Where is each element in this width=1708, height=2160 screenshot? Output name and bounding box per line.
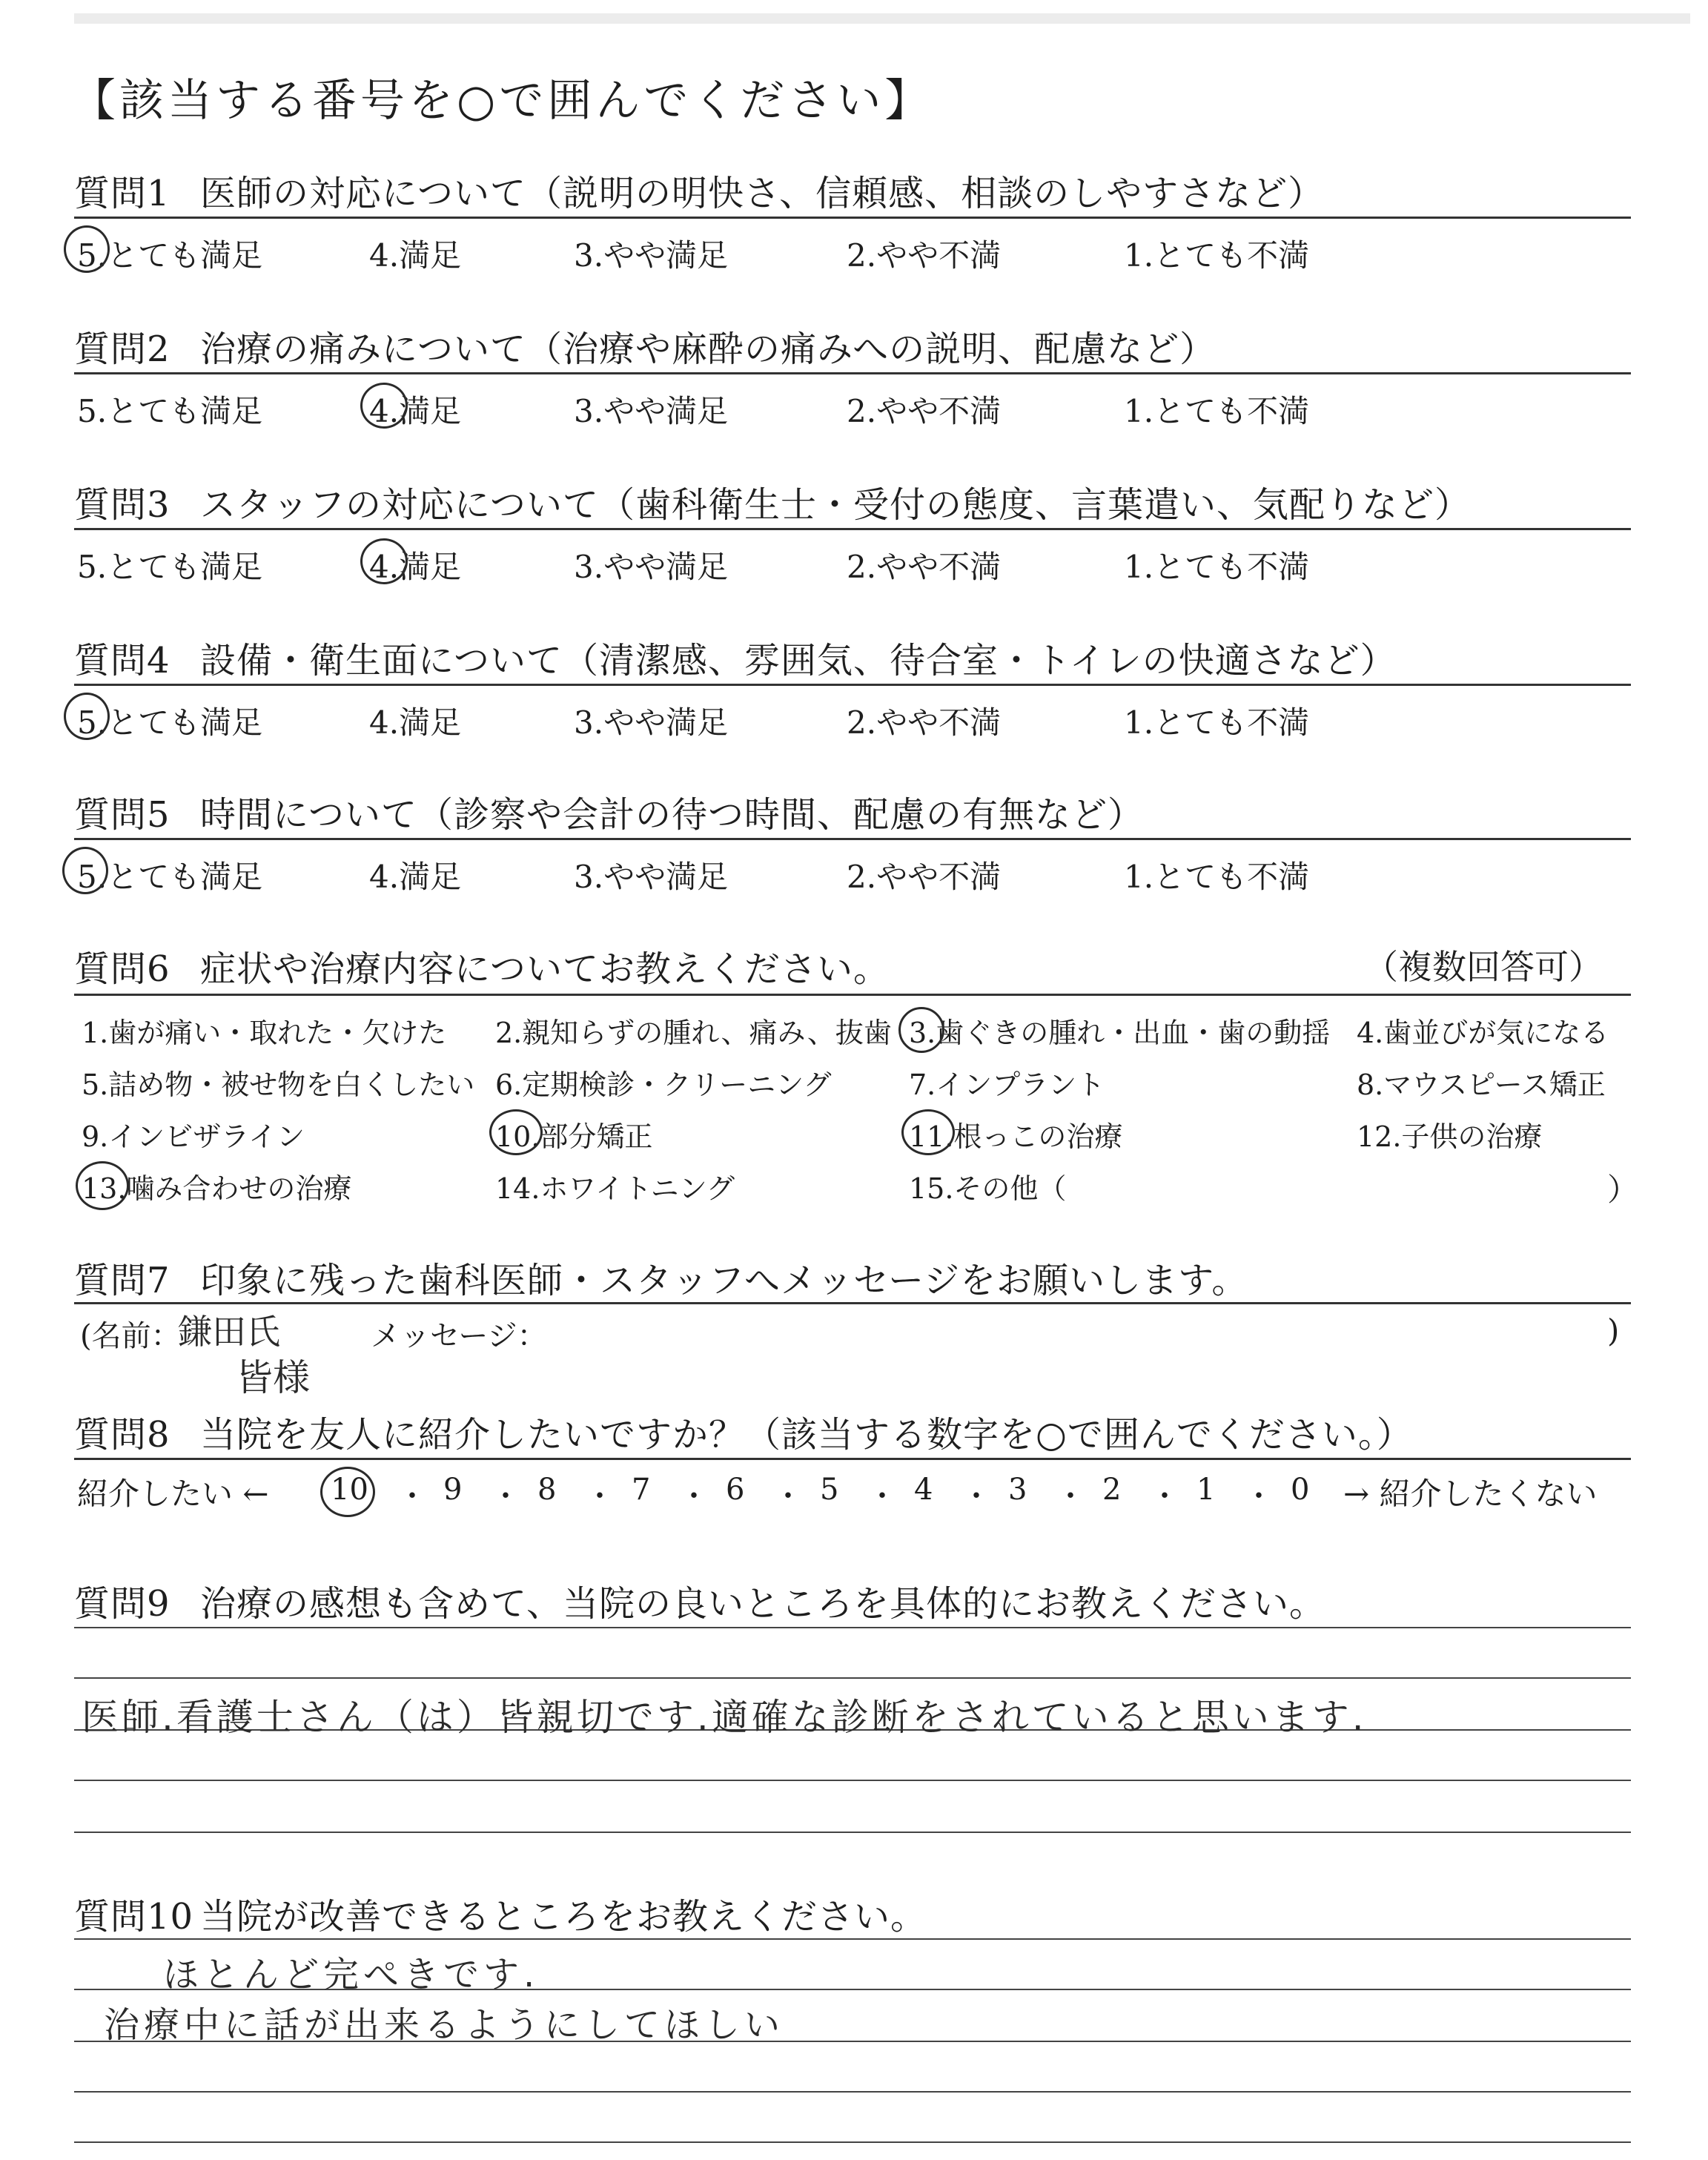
q9-writing-line bbox=[74, 1627, 1631, 1628]
q3-selected-circle bbox=[360, 538, 408, 584]
question-4-number: 質問4 bbox=[74, 640, 171, 681]
question-10-title bbox=[74, 1888, 927, 1939]
q8-separator-dot: ・ bbox=[1150, 1479, 1179, 1513]
question-3-text: スタッフの対応について（歯科衛生士・受付の態度、言葉遣い、気配りなど） bbox=[200, 484, 1472, 526]
q6-selected-circle-3 bbox=[898, 1007, 944, 1053]
q5-selected-circle bbox=[62, 847, 108, 894]
scan-edge bbox=[74, 13, 1690, 24]
question-8-title bbox=[74, 1406, 1413, 1457]
question-10-number: 質問10 bbox=[74, 1896, 194, 1938]
q8-separator-dot: ・ bbox=[585, 1479, 615, 1513]
q6-option-1[interactable]: 1.歯が痛い・取れた・欠けた bbox=[82, 1017, 447, 1049]
q7-close-paren: ) bbox=[1607, 1312, 1620, 1349]
q4-option-3[interactable]: 3.やや満足 bbox=[574, 704, 729, 741]
q6-option-2[interactable]: 2.親知らずの腫れ、痛み、抜歯 bbox=[495, 1017, 892, 1049]
q9-writing-line bbox=[74, 1832, 1631, 1833]
question-8-text: 当院を友人に紹介したいですか？（該当する数字を○で囲んでください。） bbox=[200, 1414, 1413, 1456]
q4-option-2[interactable]: 2.やや不満 bbox=[847, 704, 1002, 741]
q8-scale-8[interactable]: 8 bbox=[537, 1473, 557, 1507]
question-3-rule bbox=[74, 528, 1631, 530]
q1-option-3[interactable]: 3.やや満足 bbox=[574, 237, 729, 274]
q5-option-1[interactable]: 1.とても不満 bbox=[1124, 859, 1310, 895]
q6-option-7[interactable]: 7.インプラント bbox=[909, 1069, 1105, 1101]
q8-scale-0[interactable]: 0 bbox=[1291, 1473, 1310, 1507]
q2-option-5[interactable]: 5.とても満足 bbox=[77, 393, 263, 429]
q1-option-5[interactable]: 5.とても満足 bbox=[77, 237, 263, 274]
q6-option-11[interactable]: 11.根っこの治療 bbox=[909, 1120, 1123, 1153]
q8-scale-3[interactable]: 3 bbox=[1008, 1473, 1027, 1507]
question-1-title bbox=[74, 165, 1324, 216]
q6-option-13[interactable]: 13.噛み合わせの治療 bbox=[82, 1172, 352, 1205]
question-9-title bbox=[74, 1575, 1325, 1626]
q10-writing-line bbox=[74, 2141, 1631, 2143]
q8-separator-dot: ・ bbox=[1056, 1479, 1085, 1513]
question-3-number: 質問3 bbox=[74, 484, 171, 526]
question-2-number: 質問2 bbox=[74, 328, 171, 370]
q5-option-4[interactable]: 4.満足 bbox=[369, 859, 462, 895]
question-1-number: 質問1 bbox=[74, 173, 171, 214]
q6-selected-circle-11 bbox=[901, 1109, 955, 1155]
question-7-number: 質問7 bbox=[74, 1260, 171, 1301]
question-2-title bbox=[74, 320, 1216, 371]
question-4-rule bbox=[74, 684, 1631, 686]
q9-handwritten-answer[interactable]: 医師.看護士さん（は）皆親切です.適確な診断をされていると思います. bbox=[82, 1696, 1367, 1739]
question-3-title bbox=[74, 476, 1471, 527]
question-6-rule bbox=[74, 994, 1631, 996]
q8-scale-5[interactable]: 5 bbox=[820, 1473, 839, 1507]
q8-scale-9[interactable]: 9 bbox=[443, 1473, 463, 1507]
question-7-title bbox=[74, 1252, 1248, 1303]
q7-name-label: (名前： bbox=[80, 1319, 181, 1353]
q7-message-label: メッセージ： bbox=[371, 1319, 547, 1353]
q2-option-1[interactable]: 1.とても不満 bbox=[1124, 393, 1310, 429]
q8-separator-dot: ・ bbox=[867, 1479, 897, 1513]
question-4-text: 設備・衛生面について（清潔感、雰囲気、待合室・トイレの快適さなど） bbox=[200, 640, 1397, 681]
q1-option-2[interactable]: 2.やや不満 bbox=[847, 237, 1002, 274]
q4-option-5[interactable]: 5.とても満足 bbox=[77, 704, 263, 741]
question-6-title bbox=[74, 940, 890, 991]
q6-selected-circle-10 bbox=[489, 1109, 543, 1155]
page-title: 【該当する番号を○で囲んでください】 bbox=[71, 75, 933, 127]
q5-option-3[interactable]: 3.やや満足 bbox=[574, 859, 729, 895]
q6-option-3[interactable]: 3.歯ぐきの腫れ・出血・歯の動揺 bbox=[909, 1017, 1331, 1049]
q7-handwritten-message[interactable]: 皆様 bbox=[236, 1356, 310, 1399]
q1-selected-circle bbox=[64, 225, 110, 273]
question-2-rule bbox=[74, 372, 1631, 374]
q4-selected-circle bbox=[64, 693, 110, 740]
q10-handwritten-answer-line2[interactable]: 治療中に話が出来るようにしてほしい bbox=[104, 2004, 785, 2046]
q8-separator-dot: ・ bbox=[397, 1479, 427, 1513]
q1-option-4[interactable]: 4.満足 bbox=[369, 237, 462, 274]
q3-option-2[interactable]: 2.やや不満 bbox=[847, 549, 1002, 585]
q6-selected-circle-13 bbox=[76, 1161, 129, 1210]
q8-left-label: 紹介したい ← bbox=[77, 1476, 269, 1512]
q10-handwritten-answer-line1[interactable]: ほとんど完ぺきです. bbox=[163, 1954, 540, 1995]
question-9-number: 質問9 bbox=[74, 1583, 171, 1625]
question-4-title bbox=[74, 632, 1397, 683]
question-7-text: 印象に残った歯科医師・スタッフへメッセージをお願いします。 bbox=[200, 1260, 1248, 1301]
q6-option-15-other[interactable]: 15.その他（ bbox=[909, 1172, 1067, 1205]
q2-option-3[interactable]: 3.やや満足 bbox=[574, 393, 729, 429]
question-5-text: 時間について（診察や会計の待つ時間、配慮の有無など） bbox=[200, 794, 1145, 836]
question-8-number: 質問8 bbox=[74, 1414, 171, 1456]
q8-selected-circle bbox=[320, 1467, 375, 1517]
q9-writing-line bbox=[74, 1780, 1631, 1781]
q3-option-4[interactable]: 4.満足 bbox=[369, 549, 462, 585]
question-6-multiple-note: （複数回答可） bbox=[1364, 947, 1603, 987]
q8-scale-10[interactable]: 10 bbox=[331, 1473, 368, 1507]
q6-option-9[interactable]: 9.インビザライン bbox=[82, 1120, 305, 1153]
q10-writing-line bbox=[74, 2091, 1631, 2093]
q8-separator-dot: ・ bbox=[961, 1479, 991, 1513]
question-1-text: 医師の対応について（説明の明快さ、信頼感、相談のしやすさなど） bbox=[200, 173, 1325, 214]
q2-option-2[interactable]: 2.やや不満 bbox=[847, 393, 1002, 429]
q3-option-5[interactable]: 5.とても満足 bbox=[77, 549, 263, 585]
q8-separator-dot: ・ bbox=[679, 1479, 709, 1513]
q8-separator-dot: ・ bbox=[773, 1479, 803, 1513]
q9-writing-line bbox=[74, 1677, 1631, 1679]
q8-scale-6[interactable]: 6 bbox=[726, 1473, 745, 1507]
q5-option-2[interactable]: 2.やや不満 bbox=[847, 859, 1002, 895]
q10-writing-line bbox=[74, 1938, 1631, 1940]
q7-handwritten-name[interactable]: 鎌田氏 bbox=[178, 1312, 280, 1352]
question-5-number: 質問5 bbox=[74, 794, 171, 836]
q6-option-6[interactable]: 6.定期検診・クリーニング bbox=[495, 1069, 832, 1101]
q5-option-5[interactable]: 5.とても満足 bbox=[77, 859, 263, 895]
question-2-text: 治療の痛みについて（治療や麻酔の痛みへの説明、配慮など） bbox=[200, 328, 1217, 370]
q6-option-5[interactable]: 5.詰め物・被せ物を白くしたい bbox=[82, 1069, 475, 1101]
q8-separator-dot: ・ bbox=[1244, 1479, 1274, 1513]
q4-option-4[interactable]: 4.満足 bbox=[369, 704, 462, 741]
q8-right-label: → 紹介したくない bbox=[1343, 1476, 1598, 1512]
q8-scale-7[interactable]: 7 bbox=[632, 1473, 651, 1507]
question-6-number: 質問6 bbox=[74, 948, 171, 990]
question-8-rule bbox=[74, 1458, 1631, 1460]
q6-option-10[interactable]: 10.部分矯正 bbox=[495, 1120, 653, 1153]
question-10-text: 当院が改善できるところをお教えください。 bbox=[200, 1896, 927, 1938]
question-6-text: 症状や治療内容についてお教えください。 bbox=[200, 948, 890, 990]
q3-option-3[interactable]: 3.やや満足 bbox=[574, 549, 729, 585]
q2-option-4[interactable]: 4.満足 bbox=[369, 393, 462, 429]
q8-scale-4[interactable]: 4 bbox=[914, 1473, 933, 1507]
q6-option-14[interactable]: 14.ホワイトニング bbox=[495, 1172, 735, 1205]
question-9-text: 治療の感想も含めて、当院の良いところを具体的にお教えください。 bbox=[200, 1583, 1326, 1625]
q6-other-close-paren: ） bbox=[1607, 1172, 1639, 1208]
q2-selected-circle bbox=[360, 383, 408, 429]
q8-scale-1[interactable]: 1 bbox=[1196, 1473, 1216, 1507]
q1-option-1[interactable]: 1.とても不満 bbox=[1124, 237, 1310, 274]
q4-option-1[interactable]: 1.とても不満 bbox=[1124, 704, 1310, 741]
q6-option-8[interactable]: 8.マウスピース矯正 bbox=[1357, 1069, 1606, 1101]
q8-separator-dot: ・ bbox=[491, 1479, 520, 1513]
q6-option-4[interactable]: 4.歯並びが気になる bbox=[1357, 1017, 1609, 1049]
q8-scale-2[interactable]: 2 bbox=[1102, 1473, 1122, 1507]
question-5-title bbox=[74, 786, 1144, 837]
q3-option-1[interactable]: 1.とても不満 bbox=[1124, 549, 1310, 585]
question-1-rule bbox=[74, 217, 1631, 219]
question-5-rule bbox=[74, 838, 1631, 840]
question-7-rule bbox=[74, 1302, 1631, 1304]
q6-option-12[interactable]: 12.子供の治療 bbox=[1357, 1120, 1543, 1153]
